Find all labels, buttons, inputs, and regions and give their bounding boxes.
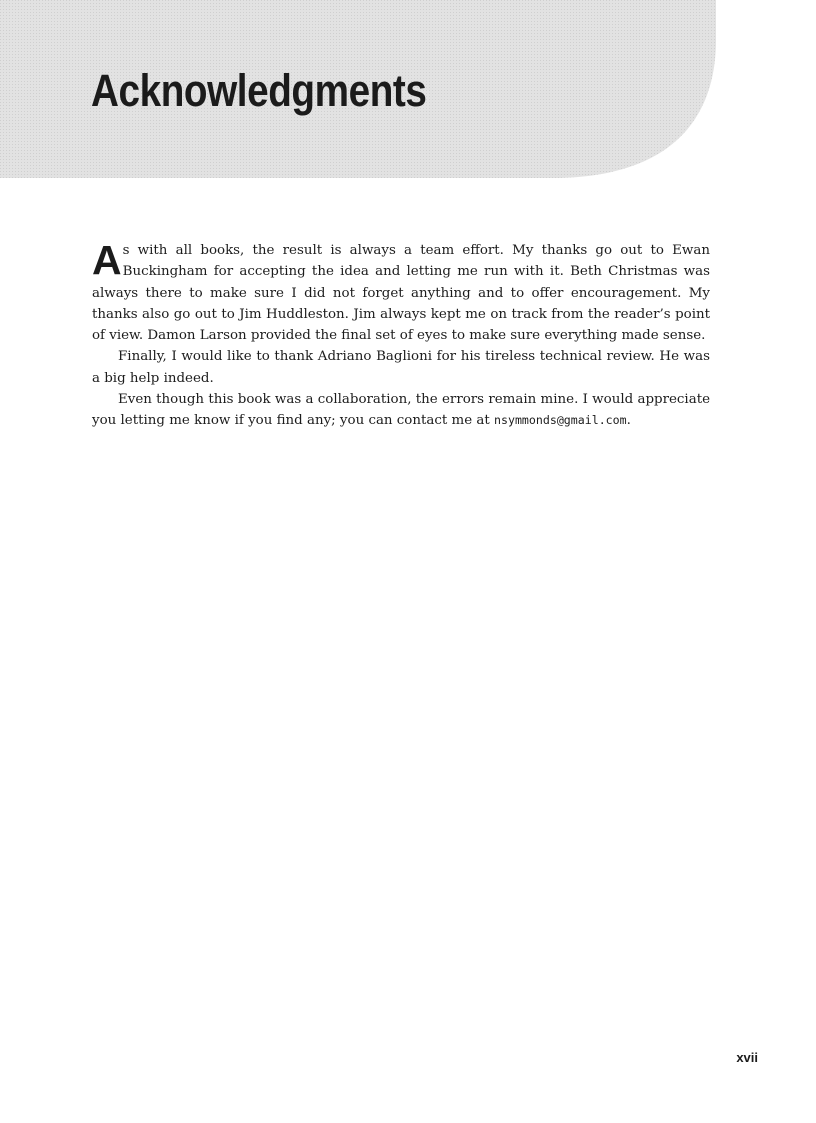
acknowledgments-body: [92, 237, 710, 432]
paragraph-3-end: .: [626, 413, 631, 429]
page-number: xvii: [736, 1050, 758, 1065]
paragraph-1-text: s with all books, the result is always a team effort. My thanks go out to Ewan Buckingham for accepting the idea and letting me run with it. Beth Christmas was always there to make sure I did not forget anything and to offer encouragement. My thanks also go out to Jim Huddleston. Jim always kept me on track from the reader’s point of view. Damon Larson provided the final set of eyes to make sure everything made sense.: [92, 243, 710, 344]
page-title: Acknowledgments: [91, 65, 427, 116]
paragraph-1: [92, 237, 710, 346]
drop-cap: A: [92, 237, 122, 283]
paragraph-3: [92, 389, 710, 432]
paragraph-2: Finally, I would like to thank Adriano Baglioni for his tireless technical review. He was a big help indeed.: [92, 349, 710, 386]
paragraph-3-text: Even though this book was a collaboration, the errors remain mine. I would appreciate you letting me know if you find any; you can contact me at: [92, 392, 710, 429]
author-email: nsymmonds@gmail.com: [494, 413, 627, 428]
